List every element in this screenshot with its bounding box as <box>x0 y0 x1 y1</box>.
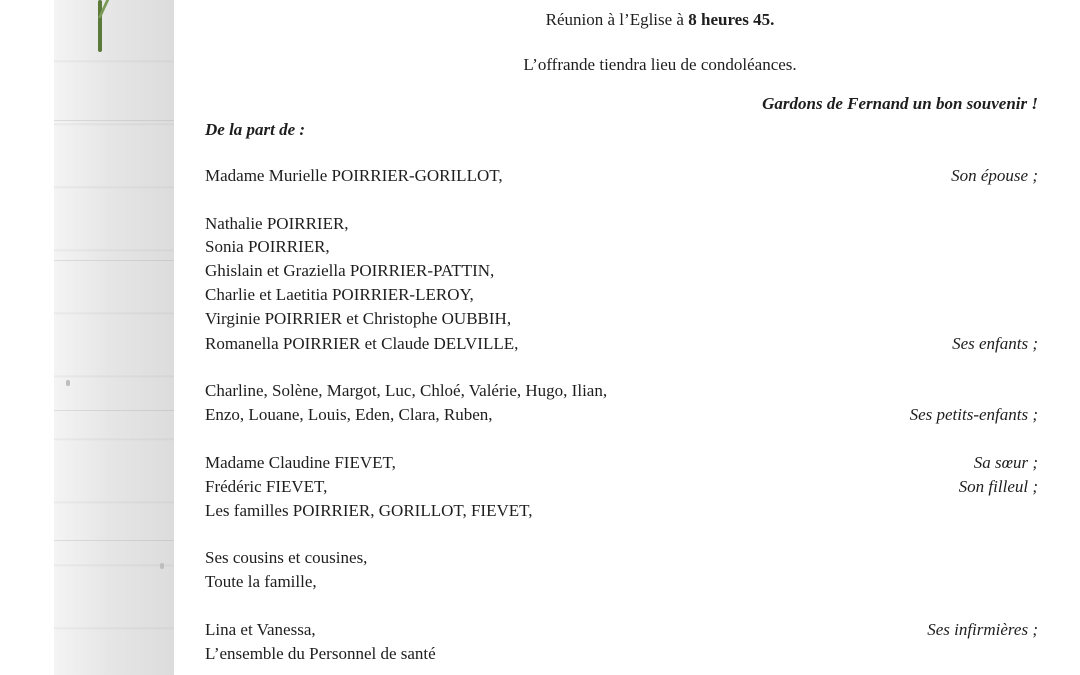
offrande-line: L’offrande tiendra lieu de condoléances. <box>523 55 797 74</box>
list-item: Toute la famille, <box>205 572 317 591</box>
souvenir-line: Gardons de Fernand un bon souvenir ! <box>762 94 1038 113</box>
wood-grain <box>54 410 174 411</box>
relation-label: Ses petits-enfants ; <box>909 405 1038 424</box>
list-item: Madame Claudine FIEVET, <box>205 453 396 472</box>
list-item: Lina et Vanessa, <box>205 620 316 639</box>
relation-label: Son épouse ; <box>951 166 1038 185</box>
wood-grain <box>54 120 174 121</box>
list-item: Madame Murielle POIRRIER-GORILLOT, <box>205 166 503 185</box>
list-item: Frédéric FIEVET, <box>205 477 328 496</box>
reunion-time: 8 heures 45. <box>688 10 775 29</box>
list-item: Virginie POIRRIER et Christophe OUBBIH, <box>205 309 512 328</box>
list-item: Nathalie POIRRIER, <box>205 214 349 233</box>
list-item: Romanella POIRRIER et Claude DELVILLE, <box>205 334 519 353</box>
wood-knot <box>66 380 70 386</box>
from-label: De la part de : <box>205 120 306 139</box>
list-item: Enzo, Louane, Louis, Eden, Clara, Ruben, <box>205 405 493 424</box>
relation-label: Ses enfants ; <box>952 334 1038 353</box>
list-item: L’ensemble du Personnel de santé <box>205 644 436 663</box>
reunion-line <box>420 10 900 30</box>
list-item: Ses cousins et cousines, <box>205 548 368 567</box>
wood-knot <box>160 563 164 569</box>
list-item: Les familles POIRRIER, GORILLOT, FIEVET, <box>205 501 533 520</box>
list-item: Charlie et Laetitia POIRRIER-LEROY, <box>205 285 474 304</box>
list-item: Sonia POIRRIER, <box>205 237 330 256</box>
relation-label: Ses infirmières ; <box>927 620 1038 639</box>
wood-grain <box>54 260 174 261</box>
decorative-wood-strip <box>54 0 174 675</box>
reunion-prefix: Réunion à l’Eglise à <box>545 10 689 29</box>
relation-label: Son filleul ; <box>958 477 1038 496</box>
list-item: Ghislain et Graziella POIRRIER-PATTIN, <box>205 261 495 280</box>
wood-grain <box>54 540 174 541</box>
relation-label: Sa sœur ; <box>973 453 1038 472</box>
list-item: Charline, Solène, Margot, Luc, Chloé, Valérie, Hugo, Ilian, <box>205 381 608 400</box>
